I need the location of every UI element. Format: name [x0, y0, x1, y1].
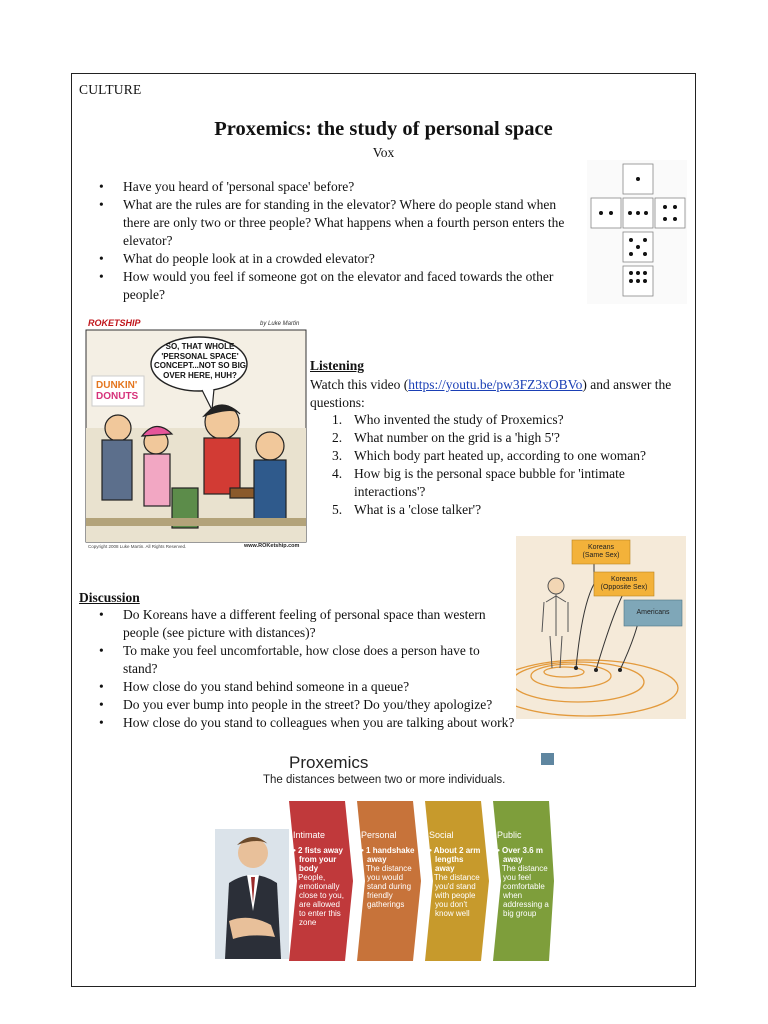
zone-personal: Personal • 1 handshake away • The distance you would stand during friendly gatherings	[361, 830, 415, 909]
proxemics-zones-image	[215, 753, 554, 961]
listening-question: 5. What is a 'close talker'?	[332, 502, 482, 517]
section-label: CULTURE	[79, 82, 142, 97]
proxemics-chart-title: Proxemics	[289, 753, 369, 772]
proxemics-chart-subtitle: The distances between two or more individuals.	[263, 774, 506, 786]
comic-copyright: Copyright 2008 Luke Martin. All Rights Reserved.	[88, 544, 187, 549]
listening-heading: Listening	[310, 358, 365, 373]
comic-image	[84, 318, 308, 554]
zone-public: Public • Over 3.6 m away • The distance you feel comfortable when addressing a big group	[497, 830, 549, 918]
discussion-heading: Discussion	[79, 590, 140, 605]
listening-question: 3. Which body part heated up, according to one woman?	[332, 448, 647, 463]
comic-speech: SO, THAT WHOLE 'PERSONAL SPACE' CONCEPT...NOT SO BIG OVER HERE, HUH?	[154, 342, 247, 380]
personal-space-comparison-image	[516, 536, 686, 719]
comic-shop-sign: DUNKIN' DONUTS	[96, 380, 139, 402]
intro-question-list	[71, 178, 577, 304]
korea-opposite-sex-label: Koreans (Opposite Sex)	[600, 576, 648, 591]
comic-website: www.ROKetship.com	[244, 543, 300, 549]
listening-question: 1. Who invented the study of Proxemics?	[332, 412, 564, 427]
page-subtitle: Vox	[372, 145, 395, 160]
listening-question: 2. What number on the grid is a 'high 5'?	[332, 430, 560, 445]
discussion-question-list	[71, 606, 515, 732]
listening-question: 4. How big is the personal space bubble for 'intimate interactions'?	[332, 466, 625, 499]
listening-instructions: Watch this video (https://youtu.be/pw3FZ3xOBVo) and answer the questions:	[310, 377, 672, 410]
video-link[interactable]: https://youtu.be/pw3FZ3xOBVo	[408, 377, 583, 392]
americans-label: Americans	[636, 609, 670, 616]
discussion-question: • How close do you stand to colleagues when you are talking about work?	[71, 714, 628, 732]
discussion-question: • To make you feel uncomfortable, how close does a person have to stand?	[71, 642, 511, 678]
intro-question: • Have you heard of 'personal space' before?	[71, 178, 577, 196]
korea-same-sex-label: Koreans (Same Sex)	[582, 544, 620, 559]
listening-question-list	[310, 411, 690, 519]
intro-question: • How would you feel if someone got on the elevator and faced towards the other people?	[71, 268, 577, 304]
discussion-question: • Do Koreans have a different feeling of personal space than western people (see picture with distances)?	[71, 606, 511, 642]
page-title: Proxemics: the study of personal space	[214, 118, 553, 140]
zone-social: Social • About 2 arm lengths away • The distance you'd stand with people you don't know well	[429, 830, 481, 918]
dice-net-image	[587, 160, 687, 304]
comic-brand: ROKETSHIP	[88, 318, 141, 328]
zone-intimate: Intimate • 2 fists away from your body • People, emotionally close to you, are allowed to enter this zone	[293, 830, 344, 927]
intro-question: • What do people look at in a crowded elevator?	[71, 250, 577, 268]
comic-byline: by Luke Martin	[260, 321, 300, 327]
intro-question: • What are the rules are for standing in the elevator? Where do people stand when there are only two or three people? What happens when a fourth person enters the elevator?	[71, 196, 577, 250]
discussion-question: • Do you ever bump into people in the street? Do you/they apologize?	[71, 696, 511, 714]
discussion-question: • How close do you stand behind someone in a queue?	[71, 678, 511, 696]
